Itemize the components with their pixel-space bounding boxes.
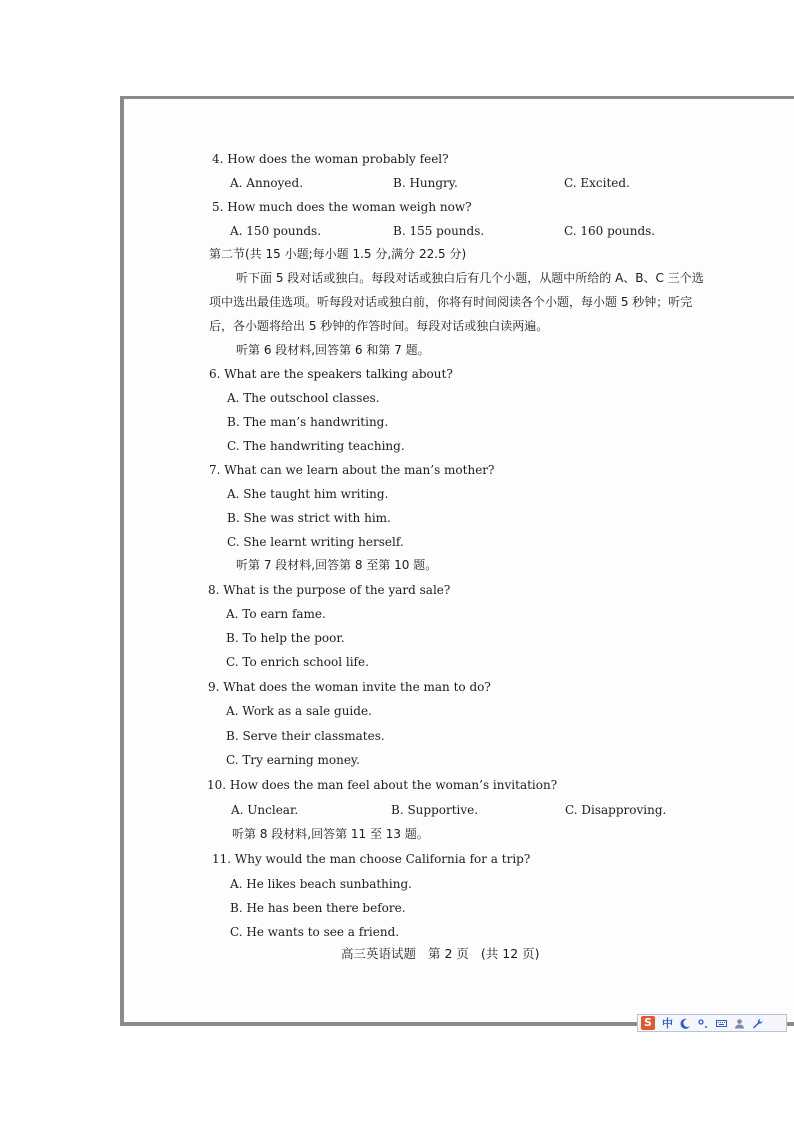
material-6-heading: 听第 6 段材料,回答第 6 和第 7 题。 bbox=[236, 343, 430, 357]
question-11-option-a: A. He likes beach sunbathing. bbox=[230, 877, 412, 891]
question-5-option-a: A. 150 pounds. bbox=[230, 224, 322, 238]
punctuation-icon[interactable] bbox=[698, 1018, 709, 1029]
question-4-option-a: A. Annoyed. bbox=[230, 176, 304, 190]
footer-exam-title: 高三英语试题 bbox=[341, 946, 417, 961]
question-7-stem: 7. What can we learn about the man’s mother? bbox=[209, 463, 495, 477]
sogou-logo-icon[interactable]: S bbox=[641, 1016, 655, 1030]
settings-wrench-icon[interactable] bbox=[752, 1018, 763, 1029]
ime-language-toggle[interactable]: 中 bbox=[662, 1017, 673, 1030]
question-8-option-c: C. To enrich school life. bbox=[226, 655, 369, 669]
question-9-option-a: A. Work as a sale guide. bbox=[226, 704, 372, 718]
question-10-option-b: B. Supportive. bbox=[391, 803, 479, 817]
question-11-option-b: B. He has been there before. bbox=[230, 901, 406, 915]
keyboard-icon[interactable] bbox=[716, 1018, 727, 1029]
question-8-option-a: A. To earn fame. bbox=[226, 607, 326, 621]
question-6-option-a: A. The outschool classes. bbox=[227, 391, 380, 405]
question-6-option-c: C. The handwriting teaching. bbox=[227, 439, 405, 453]
question-6-stem: 6. What are the speakers talking about? bbox=[209, 367, 453, 381]
question-5-option-c: C. 160 pounds. bbox=[564, 224, 656, 238]
question-10-option-c: C. Disapproving. bbox=[565, 803, 667, 817]
question-4-option-c: C. Excited. bbox=[564, 176, 630, 190]
question-8-option-b: B. To help the poor. bbox=[226, 631, 345, 645]
section-2-instructions-line1: 听下面 5 段对话或独白。每段对话或独白后有几个小题，从题中所给的 A、B、C 三个选 bbox=[236, 271, 704, 285]
question-4-stem: 4. How does the woman probably feel? bbox=[212, 152, 449, 166]
question-7-option-a: A. She taught him writing. bbox=[227, 487, 389, 501]
section-2-instructions-line3: 后，各小题将给出 5 秒钟的作答时间。每段对话或独白读两遍。 bbox=[209, 319, 549, 333]
ime-toolbar[interactable] bbox=[637, 1014, 787, 1032]
question-9-option-c: C. Try earning money. bbox=[226, 753, 360, 767]
material-7-heading: 听第 7 段材料,回答第 8 至第 10 题。 bbox=[236, 558, 438, 572]
question-11-option-c: C. He wants to see a friend. bbox=[230, 925, 400, 939]
question-7-option-b: B. She was strict with him. bbox=[227, 511, 391, 525]
footer-page-total: (共 12 页) bbox=[480, 946, 540, 961]
question-6-option-b: B. The man’s handwriting. bbox=[227, 415, 389, 429]
material-8-heading: 听第 8 段材料,回答第 11 至 13 题。 bbox=[232, 827, 429, 841]
footer-page-number: 第 2 页 bbox=[428, 946, 469, 961]
half-width-moon-icon[interactable] bbox=[680, 1018, 691, 1029]
question-10-option-a: A. Unclear. bbox=[231, 803, 299, 817]
question-9-option-b: B. Serve their classmates. bbox=[226, 729, 385, 743]
question-9-stem: 9. What does the woman invite the man to do? bbox=[208, 680, 491, 694]
question-7-option-c: C. She learnt writing herself. bbox=[227, 535, 404, 549]
page-footer bbox=[341, 944, 548, 962]
question-5-stem: 5. How much does the woman weigh now? bbox=[212, 200, 472, 214]
question-11-stem: 11. Why would the man choose California for a trip? bbox=[212, 852, 531, 866]
section-2-instructions-line2: 项中选出最佳选项。听每段对话或独白前，你将有时间阅读各个小题，每小题 5 秒钟；听完 bbox=[209, 295, 693, 309]
question-8-stem: 8. What is the purpose of the yard sale? bbox=[208, 583, 451, 597]
section-2-title: 第二节(共 15 小题;每小题 1.5 分,满分 22.5 分) bbox=[209, 247, 467, 261]
user-icon[interactable] bbox=[734, 1018, 745, 1029]
question-4-option-b: B. Hungry. bbox=[393, 176, 458, 190]
question-5-option-b: B. 155 pounds. bbox=[393, 224, 485, 238]
question-10-stem: 10. How does the man feel about the woman’s invitation? bbox=[207, 778, 558, 792]
